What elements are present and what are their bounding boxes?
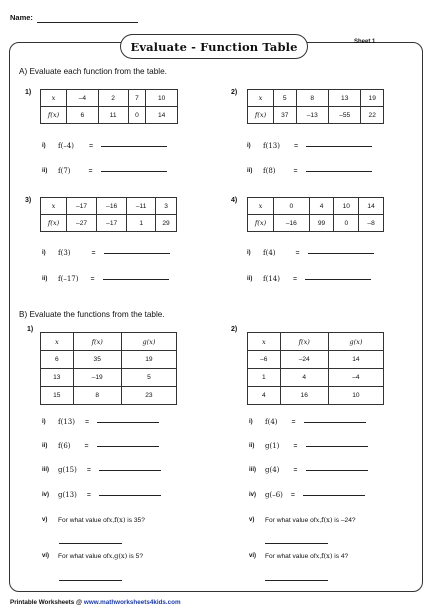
question-item	[42, 418, 159, 426]
table-cell: 19	[361, 90, 384, 107]
question-number: ii)	[247, 276, 253, 282]
column-header: x	[248, 333, 281, 351]
table-cell: –13	[296, 107, 328, 124]
sheet-label: Sheet 1	[354, 39, 376, 45]
question-number: i)	[247, 250, 251, 256]
question-number: ii)	[42, 443, 48, 449]
question-expression: g(4)	[265, 466, 280, 474]
question-text: is 35?	[125, 516, 145, 524]
question-expression: f(4)	[263, 249, 276, 257]
table-row	[248, 333, 384, 351]
table-cell: 23	[121, 387, 176, 405]
table-cell: 6	[67, 107, 99, 124]
question-number: iv)	[249, 492, 257, 498]
table-cell: –16	[97, 198, 127, 215]
table-cell: –19	[73, 369, 121, 387]
question-item	[247, 167, 372, 175]
question-item	[249, 442, 368, 450]
section-a-label: A) Evaluate each function from the table.	[19, 67, 167, 76]
table-row	[41, 198, 177, 215]
footer-label: Printable Worksheets @	[10, 599, 84, 606]
table-row	[41, 333, 177, 351]
table-cell: 6	[41, 351, 74, 369]
question-expression: f(13)	[263, 142, 280, 150]
answer-blank[interactable]	[306, 146, 372, 147]
b2-table	[247, 332, 384, 405]
table-cell: 14	[359, 198, 384, 215]
variable-x: x	[108, 516, 113, 524]
answer-blank[interactable]	[304, 422, 366, 423]
word-question	[42, 552, 143, 560]
table-cell: 13	[328, 90, 360, 107]
table-cell: 5	[121, 369, 176, 387]
question-expression: f(14)	[263, 275, 280, 283]
question-number: v)	[42, 517, 48, 523]
answer-blank[interactable]	[97, 446, 159, 447]
question-item	[42, 275, 169, 283]
table-row	[248, 107, 384, 124]
column-header: g(x)	[328, 333, 383, 351]
table-cell: 35	[73, 351, 121, 369]
question-expression: f(13)	[58, 418, 75, 426]
table-cell: –11	[127, 198, 156, 215]
a2-number: 2)	[231, 89, 238, 96]
question-expression: f(–4)	[58, 142, 75, 150]
question-number: v)	[249, 517, 255, 523]
equals-sign: =	[89, 142, 94, 150]
equals-sign: =	[88, 167, 93, 175]
equals-sign: =	[91, 249, 96, 257]
table-cell: 3	[156, 198, 177, 215]
fx-header: f(x)	[248, 215, 274, 232]
table-cell: 10	[328, 387, 383, 405]
question-item	[247, 249, 374, 257]
table-cell: 11	[98, 107, 128, 124]
table-cell: 4	[248, 387, 281, 405]
table-row	[41, 387, 177, 405]
equals-sign: =	[84, 442, 89, 450]
table-row	[41, 90, 178, 107]
column-header: g(x)	[121, 333, 176, 351]
question-number: ii)	[42, 168, 48, 174]
question-text: For what value of	[58, 516, 109, 524]
table-cell: 37	[274, 107, 297, 124]
word-question	[249, 552, 348, 560]
table-cell: 14	[328, 351, 383, 369]
answer-blank[interactable]	[101, 146, 167, 147]
table-row	[41, 215, 177, 232]
function-expression: f(x)	[114, 516, 126, 524]
question-number: i)	[42, 250, 46, 256]
answer-blank[interactable]	[303, 495, 365, 496]
question-item	[247, 275, 371, 283]
answer-blank[interactable]	[308, 253, 374, 254]
answer-blank[interactable]	[265, 580, 328, 581]
question-item	[42, 466, 161, 474]
table-cell: 10	[334, 198, 359, 215]
x-header: x	[41, 90, 67, 107]
question-item	[249, 418, 366, 426]
x-header: x	[41, 198, 67, 215]
question-number: iv)	[42, 492, 50, 498]
question-expression: g(1)	[265, 442, 280, 450]
question-item	[42, 142, 167, 150]
answer-blank[interactable]	[103, 279, 169, 280]
variable-x: x	[315, 552, 320, 560]
equals-sign: =	[293, 167, 298, 175]
table-cell: –17	[97, 215, 127, 232]
question-item	[249, 491, 365, 499]
answer-blank[interactable]	[99, 495, 161, 496]
a3-table	[40, 197, 177, 232]
answer-blank[interactable]	[104, 253, 170, 254]
question-text: For what value of	[265, 516, 316, 524]
footer	[10, 599, 181, 606]
a4-number: 4)	[231, 197, 238, 204]
word-question	[249, 516, 356, 524]
table-cell: 0	[334, 215, 359, 232]
answer-blank[interactable]	[99, 470, 161, 471]
b1-table	[40, 332, 177, 405]
table-cell: –27	[67, 215, 97, 232]
equals-sign: =	[293, 466, 298, 474]
x-header: x	[248, 198, 274, 215]
question-number: iii)	[249, 467, 256, 473]
question-item	[247, 142, 372, 150]
column-header: f(x)	[73, 333, 121, 351]
table-cell: 7	[128, 90, 146, 107]
table-cell: 1	[127, 215, 156, 232]
table-cell: 29	[156, 215, 177, 232]
footer-link[interactable]: www.mathworksheets4kids.com	[83, 599, 181, 606]
equals-sign: =	[295, 249, 300, 257]
a1-table	[40, 89, 178, 124]
function-expression: g(x)	[114, 552, 128, 560]
function-expression: f(x)	[321, 552, 333, 560]
question-item	[42, 249, 170, 257]
table-cell: 10	[146, 90, 178, 107]
table-cell: –8	[359, 215, 384, 232]
equals-sign: =	[293, 142, 299, 150]
question-number: iii)	[42, 467, 49, 473]
question-expression: f(4)	[265, 418, 278, 426]
question-expression: f(6)	[58, 442, 71, 450]
table-cell: 15	[41, 387, 74, 405]
table-cell: –4	[328, 369, 383, 387]
equals-sign: =	[290, 491, 295, 499]
table-row	[248, 351, 384, 369]
table-cell: 99	[309, 215, 334, 232]
table-row	[41, 369, 177, 387]
question-expression: f(–17)	[58, 275, 79, 283]
question-number: ii)	[42, 276, 48, 282]
a2-table	[247, 89, 384, 124]
table-cell: –6	[248, 351, 281, 369]
a3-number: 3)	[25, 197, 32, 204]
table-cell: 8	[296, 90, 328, 107]
table-cell: 22	[361, 107, 384, 124]
name-line[interactable]	[37, 22, 138, 23]
fx-header: f(x)	[41, 215, 67, 232]
table-row	[248, 369, 384, 387]
table-cell: 1	[248, 369, 281, 387]
function-expression: f(x)	[321, 516, 333, 524]
question-item	[42, 442, 159, 450]
column-header: x	[41, 333, 74, 351]
question-text: For what value of	[265, 552, 316, 560]
question-text: ,	[319, 552, 322, 560]
question-number: i)	[249, 419, 253, 425]
table-cell: –17	[67, 198, 97, 215]
question-expression: g(15)	[58, 466, 77, 474]
table-cell: 4	[280, 369, 328, 387]
equals-sign: =	[86, 466, 91, 474]
b1-number: 1)	[27, 326, 34, 333]
equals-sign: =	[291, 418, 296, 426]
worksheet-title: Evaluate - Function Table	[120, 34, 308, 59]
question-text: ,	[112, 516, 115, 524]
answer-blank[interactable]	[59, 543, 122, 544]
question-number: vi)	[42, 553, 50, 559]
table-cell: 4	[309, 198, 334, 215]
table-cell: 0	[128, 107, 146, 124]
table-cell: –55	[328, 107, 360, 124]
column-header: f(x)	[280, 333, 328, 351]
table-cell: –4	[67, 90, 99, 107]
equals-sign: =	[293, 442, 298, 450]
table-cell: –24	[280, 351, 328, 369]
question-text: is 4?	[332, 552, 349, 560]
table-cell: 13	[41, 369, 74, 387]
a4-table	[247, 197, 384, 232]
answer-blank[interactable]	[306, 446, 368, 447]
answer-blank[interactable]	[97, 422, 159, 423]
equals-sign: =	[292, 275, 298, 283]
table-cell: 8	[73, 387, 121, 405]
table-row	[248, 215, 384, 232]
fx-header: f(x)	[41, 107, 67, 124]
equals-sign: =	[86, 491, 91, 499]
answer-blank[interactable]	[265, 543, 328, 544]
table-cell: 16	[280, 387, 328, 405]
table-row	[41, 107, 178, 124]
table-cell: 14	[146, 107, 178, 124]
x-header: x	[248, 90, 274, 107]
b2-number: 2)	[231, 326, 238, 333]
answer-blank[interactable]	[305, 279, 371, 280]
question-expression: g(–6)	[265, 491, 283, 499]
table-cell: 5	[274, 90, 297, 107]
question-item	[249, 466, 368, 474]
answer-blank[interactable]	[306, 470, 368, 471]
table-cell: 19	[121, 351, 176, 369]
table-cell: –16	[274, 215, 310, 232]
table-cell: 2	[98, 90, 128, 107]
section-b-label: B) Evaluate the functions from the table.	[19, 310, 165, 319]
fx-header: f(x)	[248, 107, 274, 124]
question-expression: f(8)	[263, 167, 276, 175]
question-expression: f(7)	[58, 167, 71, 175]
table-cell: 0	[274, 198, 310, 215]
question-item	[42, 491, 161, 499]
question-item	[42, 167, 167, 175]
table-row	[248, 90, 384, 107]
question-number: i)	[247, 143, 251, 149]
question-text: is –24?	[332, 516, 356, 524]
answer-blank[interactable]	[101, 171, 167, 172]
equals-sign: =	[90, 275, 95, 283]
a1-number: 1)	[25, 89, 32, 96]
table-row	[248, 387, 384, 405]
answer-blank[interactable]	[306, 171, 372, 172]
question-expression: g(13)	[58, 491, 77, 499]
question-number: ii)	[249, 443, 255, 449]
answer-blank[interactable]	[59, 580, 122, 581]
name-label: Name:	[10, 13, 33, 22]
question-text: is 5?	[127, 552, 143, 560]
table-row	[41, 351, 177, 369]
question-text: ,	[112, 552, 115, 560]
question-expression: f(3)	[58, 249, 71, 257]
question-number: i)	[42, 419, 46, 425]
question-text: For what value of	[58, 552, 109, 560]
variable-x: x	[108, 552, 113, 560]
variable-x: x	[315, 516, 320, 524]
question-number: i)	[42, 143, 46, 149]
word-question	[42, 516, 145, 524]
question-text: ,	[319, 516, 322, 524]
table-row	[248, 198, 384, 215]
question-number: vi)	[249, 553, 257, 559]
question-number: ii)	[247, 168, 253, 174]
equals-sign: =	[84, 418, 90, 426]
